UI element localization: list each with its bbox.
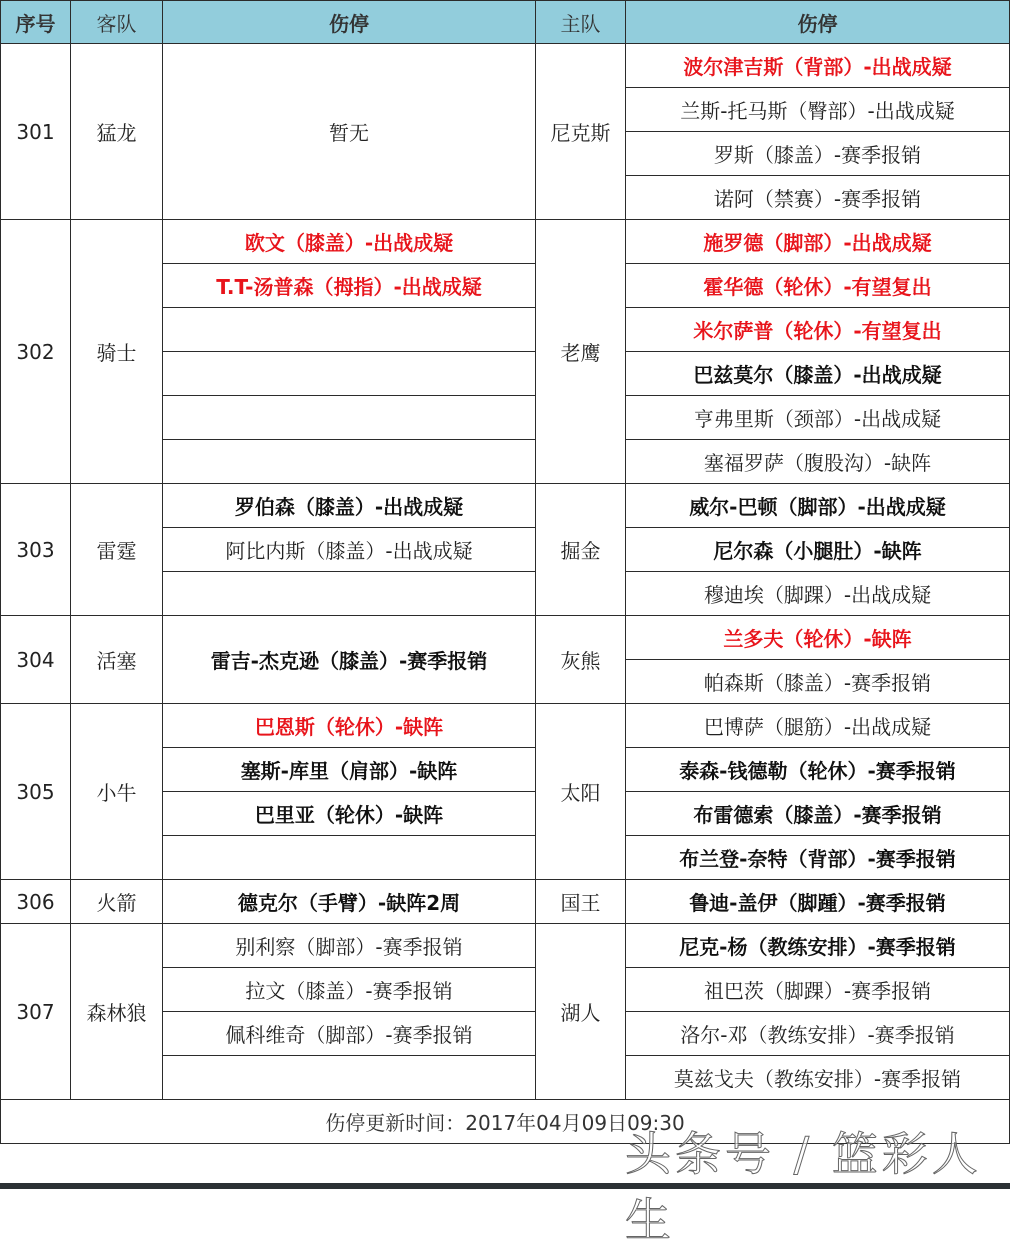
game-number: 307 (1, 924, 71, 1100)
home-injury: 霍华德（轮休）-有望复出 (626, 264, 1010, 308)
home-injury: 泰森-钱德勒（轮休）-赛季报销 (626, 748, 1010, 792)
away-injury (163, 308, 536, 352)
header-away: 客队 (71, 1, 163, 44)
away-team: 活塞 (71, 616, 163, 704)
home-injury: 塞福罗萨（腹股沟）-缺阵 (626, 440, 1010, 484)
away-injury: 欧文（膝盖）-出战成疑 (163, 220, 536, 264)
home-injury: 兰多夫（轮休）-缺阵 (626, 616, 1010, 660)
away-injury: 拉文（膝盖）-赛季报销 (163, 968, 536, 1012)
home-team: 灰熊 (536, 616, 626, 704)
home-team: 国王 (536, 880, 626, 924)
away-team: 火箭 (71, 880, 163, 924)
home-injury: 威尔-巴顿（脚部）-出战成疑 (626, 484, 1010, 528)
home-injury: 莫兹戈夫（教练安排）-赛季报销 (626, 1056, 1010, 1100)
away-injury (163, 440, 536, 484)
home-injury: 罗斯（膝盖）-赛季报销 (626, 132, 1010, 176)
away-injury: 巴恩斯（轮休）-缺阵 (163, 704, 536, 748)
away-injury: 阿比内斯（膝盖）-出战成疑 (163, 528, 536, 572)
home-injury: 祖巴茨（脚踝）-赛季报销 (626, 968, 1010, 1012)
home-injury: 洛尔-邓（教练安排）-赛季报销 (626, 1012, 1010, 1056)
away-injury: 巴里亚（轮休）-缺阵 (163, 792, 536, 836)
home-injury: 米尔萨普（轮休）-有望复出 (626, 308, 1010, 352)
table-body (1, 44, 1010, 1100)
away-injury: T.T-汤普森（拇指）-出战成疑 (163, 264, 536, 308)
watermark: 头条号 / 篮彩人生 (625, 1127, 982, 1247)
away-team: 猛龙 (71, 44, 163, 220)
home-team: 湖人 (536, 924, 626, 1100)
away-team: 雷霆 (71, 484, 163, 616)
table-row (1, 220, 1010, 264)
game-number: 306 (1, 880, 71, 924)
home-injury: 施罗德（脚部）-出战成疑 (626, 220, 1010, 264)
away-injury: 罗伯森（膝盖）-出战成疑 (163, 484, 536, 528)
home-injury: 尼尔森（小腿肚）-缺阵 (626, 528, 1010, 572)
away-injury: 塞斯-库里（肩部）-缺阵 (163, 748, 536, 792)
game-number: 303 (1, 484, 71, 616)
away-injury: 暂无 (163, 44, 536, 220)
home-injury: 鲁迪-盖伊（脚踵）-赛季报销 (626, 880, 1010, 924)
home-team: 掘金 (536, 484, 626, 616)
home-team: 太阳 (536, 704, 626, 880)
home-injury: 巴博萨（腿筋）-出战成疑 (626, 704, 1010, 748)
away-injury: 别利察（脚部）-赛季报销 (163, 924, 536, 968)
update-time: 伤停更新时间：2017年04月09日09:30 (1, 1100, 1010, 1144)
home-injury: 帕森斯（膝盖）-赛季报销 (626, 660, 1010, 704)
away-injury (163, 352, 536, 396)
home-injury: 尼克-杨（教练安排）-赛季报销 (626, 924, 1010, 968)
away-team: 小牛 (71, 704, 163, 880)
home-team: 老鹰 (536, 220, 626, 484)
away-injury: 佩科维奇（脚部）-赛季报销 (163, 1012, 536, 1056)
away-injury: 德克尔（手臂）-缺阵2周 (163, 880, 536, 924)
game-number: 305 (1, 704, 71, 880)
header-no: 序号 (1, 1, 71, 44)
home-injury: 兰斯-托马斯（臀部）-出战成疑 (626, 88, 1010, 132)
home-injury: 布兰登-奈特（背部）-赛季报销 (626, 836, 1010, 880)
away-injury (163, 572, 536, 616)
table-row (1, 44, 1010, 88)
home-team: 尼克斯 (536, 44, 626, 220)
game-number: 304 (1, 616, 71, 704)
away-injury: 雷吉-杰克逊（膝盖）-赛季报销 (163, 616, 536, 704)
away-injury (163, 1056, 536, 1100)
away-team: 森林狼 (71, 924, 163, 1100)
away-injury (163, 396, 536, 440)
table-row (1, 924, 1010, 968)
home-injury: 诺阿（禁赛）-赛季报销 (626, 176, 1010, 220)
header-injury-away: 伤停 (163, 1, 536, 44)
home-injury: 布雷德索（膝盖）-赛季报销 (626, 792, 1010, 836)
header-home: 主队 (536, 1, 626, 44)
home-injury: 亨弗里斯（颈部）-出战成疑 (626, 396, 1010, 440)
game-number: 301 (1, 44, 71, 220)
away-injury (163, 836, 536, 880)
home-injury: 波尔津吉斯（背部）-出战成疑 (626, 44, 1010, 88)
home-injury: 穆迪埃（脚踝）-出战成疑 (626, 572, 1010, 616)
header-row (1, 1, 1010, 44)
table-row (1, 484, 1010, 528)
header-injury-home: 伤停 (626, 1, 1010, 44)
table-row (1, 616, 1010, 660)
game-number: 302 (1, 220, 71, 484)
home-injury: 巴兹莫尔（膝盖）-出战成疑 (626, 352, 1010, 396)
away-team: 骑士 (71, 220, 163, 484)
table-row (1, 704, 1010, 748)
